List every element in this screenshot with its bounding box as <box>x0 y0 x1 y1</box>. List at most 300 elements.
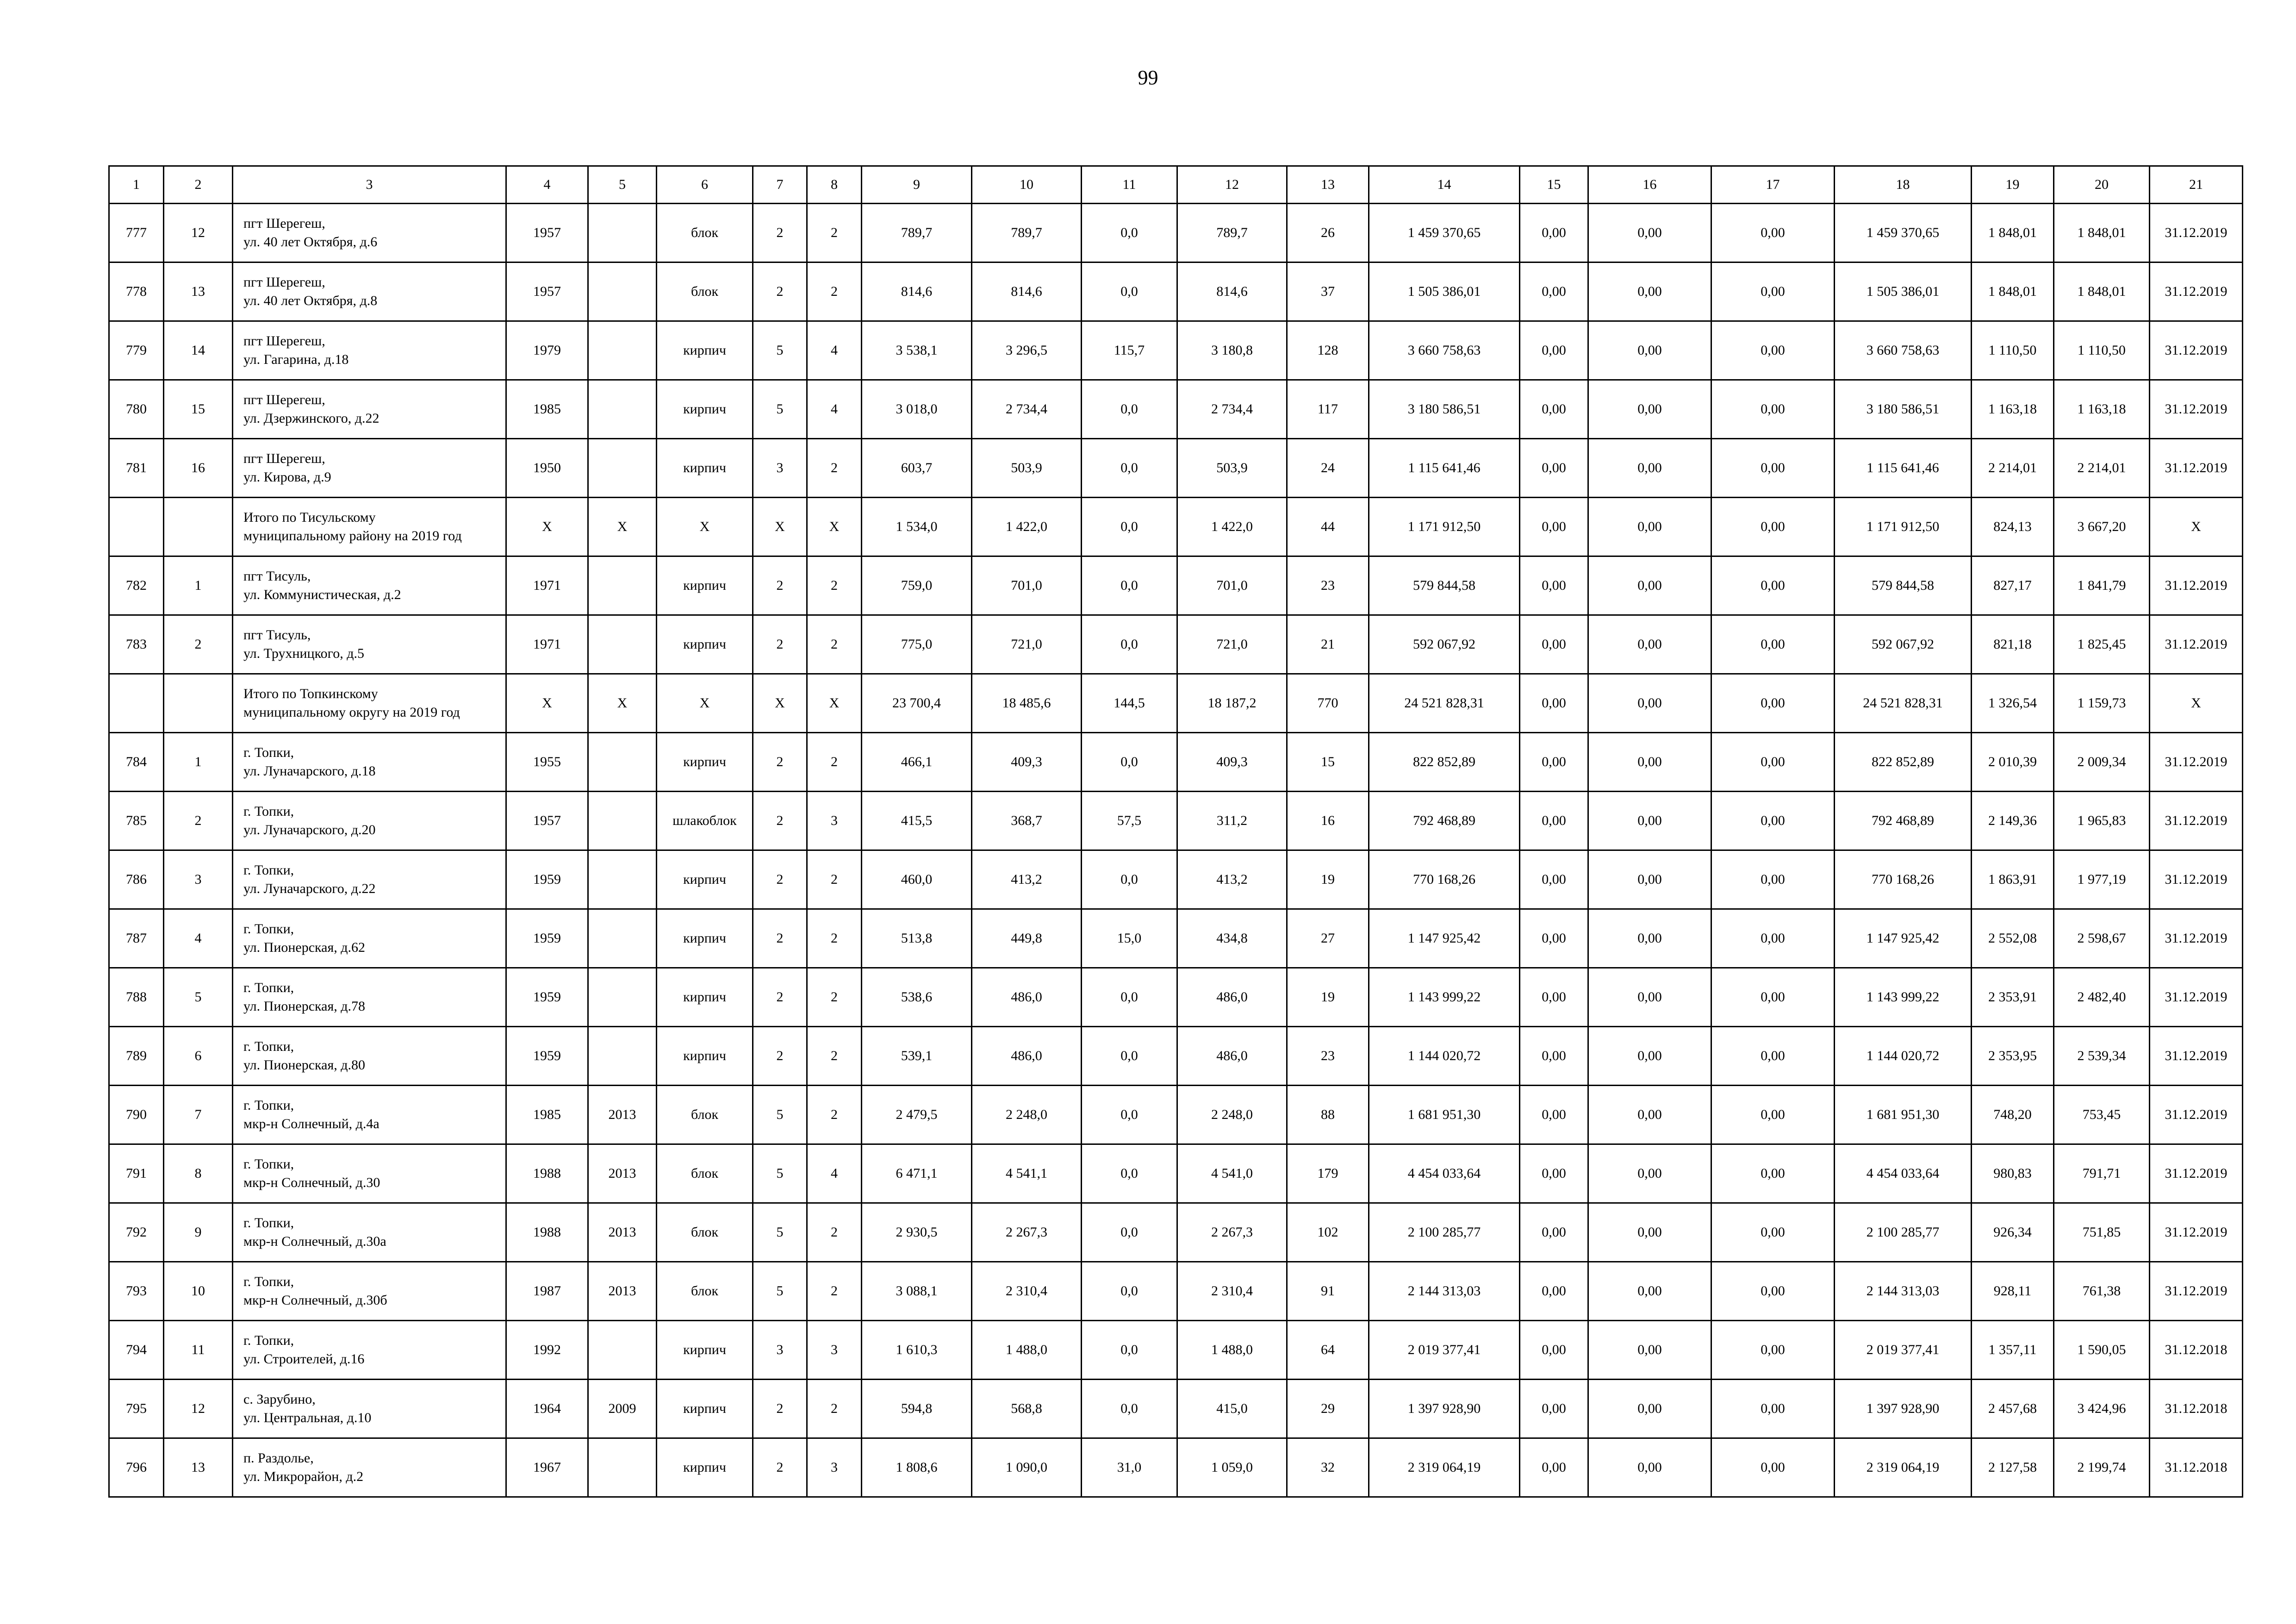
commissioning-year-cell: 1959 <box>506 968 588 1027</box>
unit-cost-cell: 2 010,39 <box>1972 733 2054 792</box>
address-line-street: ул. Пионерская, д.62 <box>243 940 366 955</box>
row-number-cell <box>109 498 164 556</box>
floors-cell: X <box>753 498 807 556</box>
resident-area-cell: 1 422,0 <box>1177 498 1287 556</box>
address-line-locality: г. Топки, <box>243 1215 294 1230</box>
total-area-cell: 6 471,1 <box>862 1144 972 1203</box>
owners-funds-cell: 2 319 064,19 <box>1835 1438 1972 1497</box>
planned-date-cell: 31.12.2019 <box>2150 850 2243 909</box>
total-cost-cell: 1 143 999,22 <box>1369 968 1520 1027</box>
row-subnumber-cell: 8 <box>164 1144 233 1203</box>
column-number-20: 20 <box>2054 166 2150 204</box>
unit-cost-cell: 2 214,01 <box>1972 439 2054 498</box>
regional-funds-cell: 0,00 <box>1588 1380 1711 1438</box>
last-overhaul-year-cell <box>588 615 657 674</box>
entrances-cell: 2 <box>807 615 862 674</box>
address-line-locality: пгт Шерегеш, <box>243 275 325 290</box>
municipal-area-cell: 0,0 <box>1082 556 1177 615</box>
total-area-cell: 415,5 <box>862 792 972 850</box>
owners-funds-cell: 24 521 828,31 <box>1835 674 1972 733</box>
row-subnumber-cell: 1 <box>164 733 233 792</box>
federal-funds-cell: 0,00 <box>1520 498 1588 556</box>
local-funds-cell: 0,00 <box>1711 439 1835 498</box>
wall-material-cell: кирпич <box>657 615 753 674</box>
address-line-locality: г. Топки, <box>243 804 294 819</box>
residents-count-cell: 27 <box>1287 909 1369 968</box>
last-overhaul-year-cell: 2013 <box>588 1144 657 1203</box>
premises-area-cell: 814,6 <box>972 262 1082 321</box>
column-number-12: 12 <box>1177 166 1287 204</box>
table-row <box>109 556 2243 615</box>
address-cell <box>233 1144 506 1203</box>
commissioning-year-cell: 1971 <box>506 615 588 674</box>
total-cost-cell: 1 144 020,72 <box>1369 1027 1520 1086</box>
max-unit-cost-cell: 2 598,67 <box>2054 909 2150 968</box>
address-cell <box>233 204 506 262</box>
resident-area-cell: 415,0 <box>1177 1380 1287 1438</box>
table-row <box>109 909 2243 968</box>
planned-date-cell: 31.12.2019 <box>2150 262 2243 321</box>
municipal-area-cell: 0,0 <box>1082 615 1177 674</box>
total-cost-cell: 3 180 586,51 <box>1369 380 1520 439</box>
column-number-5: 5 <box>588 166 657 204</box>
row-subnumber-cell: 14 <box>164 321 233 380</box>
planned-date-cell: 31.12.2019 <box>2150 968 2243 1027</box>
last-overhaul-year-cell <box>588 439 657 498</box>
residents-count-cell: 15 <box>1287 733 1369 792</box>
table-row <box>109 262 2243 321</box>
unit-cost-cell: 2 457,68 <box>1972 1380 2054 1438</box>
premises-area-cell: 486,0 <box>972 1027 1082 1086</box>
entrances-cell: X <box>807 498 862 556</box>
resident-area-cell: 413,2 <box>1177 850 1287 909</box>
municipal-area-cell: 15,0 <box>1082 909 1177 968</box>
address-line-locality: Итого по Топкинскому <box>243 686 378 701</box>
resident-area-cell: 814,6 <box>1177 262 1287 321</box>
total-area-cell: 513,8 <box>862 909 972 968</box>
table-row <box>109 321 2243 380</box>
last-overhaul-year-cell: 2013 <box>588 1262 657 1321</box>
last-overhaul-year-cell <box>588 733 657 792</box>
wall-material-cell: блок <box>657 1203 753 1262</box>
residents-count-cell: 64 <box>1287 1321 1369 1380</box>
owners-funds-cell: 1 171 912,50 <box>1835 498 1972 556</box>
address-cell <box>233 1262 506 1321</box>
address-line-street: мкр-н Солнечный, д.30б <box>243 1293 387 1308</box>
local-funds-cell: 0,00 <box>1711 733 1835 792</box>
local-funds-cell: 0,00 <box>1711 909 1835 968</box>
entrances-cell: 2 <box>807 1262 862 1321</box>
column-number-7: 7 <box>753 166 807 204</box>
local-funds-cell: 0,00 <box>1711 262 1835 321</box>
max-unit-cost-cell: 2 009,34 <box>2054 733 2150 792</box>
max-unit-cost-cell: 2 539,34 <box>2054 1027 2150 1086</box>
row-number-cell: 787 <box>109 909 164 968</box>
column-number-11: 11 <box>1082 166 1177 204</box>
regional-funds-cell: 0,00 <box>1588 1203 1711 1262</box>
floors-cell: 2 <box>753 1380 807 1438</box>
subtotal-row <box>109 674 2243 733</box>
max-unit-cost-cell: 3 667,20 <box>2054 498 2150 556</box>
regional-funds-cell: 0,00 <box>1588 380 1711 439</box>
premises-area-cell: 409,3 <box>972 733 1082 792</box>
resident-area-cell: 789,7 <box>1177 204 1287 262</box>
column-number-21: 21 <box>2150 166 2243 204</box>
max-unit-cost-cell: 1 848,01 <box>2054 204 2150 262</box>
total-area-cell: 3 088,1 <box>862 1262 972 1321</box>
last-overhaul-year-cell: 2013 <box>588 1203 657 1262</box>
entrances-cell: 2 <box>807 1086 862 1144</box>
total-area-cell: 460,0 <box>862 850 972 909</box>
resident-area-cell: 503,9 <box>1177 439 1287 498</box>
residents-count-cell: 44 <box>1287 498 1369 556</box>
table-row <box>109 1438 2243 1497</box>
floors-cell: 2 <box>753 1438 807 1497</box>
municipal-area-cell: 0,0 <box>1082 439 1177 498</box>
owners-funds-cell: 770 168,26 <box>1835 850 1972 909</box>
resident-area-cell: 2 310,4 <box>1177 1262 1287 1321</box>
table-row <box>109 204 2243 262</box>
wall-material-cell: блок <box>657 262 753 321</box>
residents-count-cell: 91 <box>1287 1262 1369 1321</box>
premises-area-cell: 2 267,3 <box>972 1203 1082 1262</box>
last-overhaul-year-cell <box>588 850 657 909</box>
entrances-cell: 3 <box>807 1438 862 1497</box>
total-cost-cell: 579 844,58 <box>1369 556 1520 615</box>
municipal-area-cell: 0,0 <box>1082 262 1177 321</box>
residents-count-cell: 770 <box>1287 674 1369 733</box>
address-cell <box>233 909 506 968</box>
federal-funds-cell: 0,00 <box>1520 204 1588 262</box>
address-line-locality: пгт Шерегеш, <box>243 333 325 349</box>
table-row <box>109 439 2243 498</box>
total-cost-cell: 1 505 386,01 <box>1369 262 1520 321</box>
planned-date-cell: 31.12.2019 <box>2150 909 2243 968</box>
commissioning-year-cell: 1957 <box>506 204 588 262</box>
federal-funds-cell: 0,00 <box>1520 674 1588 733</box>
row-number-cell: 785 <box>109 792 164 850</box>
row-number-cell: 788 <box>109 968 164 1027</box>
entrances-cell: 2 <box>807 262 862 321</box>
owners-funds-cell: 1 681 951,30 <box>1835 1086 1972 1144</box>
resident-area-cell: 18 187,2 <box>1177 674 1287 733</box>
regional-funds-cell: 0,00 <box>1588 321 1711 380</box>
total-area-cell: 603,7 <box>862 439 972 498</box>
address-cell <box>233 674 506 733</box>
resident-area-cell: 2 734,4 <box>1177 380 1287 439</box>
owners-funds-cell: 2 144 313,03 <box>1835 1262 1972 1321</box>
max-unit-cost-cell: 1 590,05 <box>2054 1321 2150 1380</box>
total-cost-cell: 2 100 285,77 <box>1369 1203 1520 1262</box>
address-line-street: ул. Луначарского, д.20 <box>243 822 376 837</box>
row-subnumber-cell: 3 <box>164 850 233 909</box>
table-row <box>109 380 2243 439</box>
address-line-locality: пгт Шерегеш, <box>243 451 325 466</box>
unit-cost-cell: 827,17 <box>1972 556 2054 615</box>
row-number-cell: 780 <box>109 380 164 439</box>
address-line-street: ул. Пионерская, д.78 <box>243 999 366 1014</box>
planned-date-cell: 31.12.2019 <box>2150 556 2243 615</box>
address-cell <box>233 1438 506 1497</box>
address-cell <box>233 262 506 321</box>
residents-count-cell: 19 <box>1287 968 1369 1027</box>
regional-funds-cell: 0,00 <box>1588 1086 1711 1144</box>
max-unit-cost-cell: 1 110,50 <box>2054 321 2150 380</box>
municipal-area-cell: 0,0 <box>1082 498 1177 556</box>
unit-cost-cell: 2 353,91 <box>1972 968 2054 1027</box>
address-line-locality: г. Топки, <box>243 745 294 760</box>
entrances-cell: 2 <box>807 850 862 909</box>
municipal-area-cell: 31,0 <box>1082 1438 1177 1497</box>
local-funds-cell: 0,00 <box>1711 1438 1835 1497</box>
regional-funds-cell: 0,00 <box>1588 1438 1711 1497</box>
address-line-locality: г. Топки, <box>243 1333 294 1348</box>
address-line-street: муниципальному району на 2019 год <box>243 528 462 543</box>
local-funds-cell: 0,00 <box>1711 968 1835 1027</box>
federal-funds-cell: 0,00 <box>1520 615 1588 674</box>
unit-cost-cell: 824,13 <box>1972 498 2054 556</box>
owners-funds-cell: 1 144 020,72 <box>1835 1027 1972 1086</box>
column-number-2: 2 <box>164 166 233 204</box>
local-funds-cell: 0,00 <box>1711 204 1835 262</box>
max-unit-cost-cell: 791,71 <box>2054 1144 2150 1203</box>
municipal-area-cell: 0,0 <box>1082 380 1177 439</box>
row-subnumber-cell: 6 <box>164 1027 233 1086</box>
municipal-area-cell: 0,0 <box>1082 1027 1177 1086</box>
entrances-cell: 2 <box>807 1203 862 1262</box>
planned-date-cell: 31.12.2019 <box>2150 321 2243 380</box>
address-cell <box>233 733 506 792</box>
address-cell <box>233 321 506 380</box>
premises-area-cell: 2 248,0 <box>972 1086 1082 1144</box>
address-line-street: ул. Луначарского, д.22 <box>243 881 376 896</box>
address-line-street: ул. Дзержинского, д.22 <box>243 411 380 426</box>
wall-material-cell: X <box>657 498 753 556</box>
commissioning-year-cell: 1979 <box>506 321 588 380</box>
wall-material-cell: блок <box>657 1262 753 1321</box>
premises-area-cell: 568,8 <box>972 1380 1082 1438</box>
local-funds-cell: 0,00 <box>1711 1086 1835 1144</box>
entrances-cell: 4 <box>807 321 862 380</box>
unit-cost-cell: 748,20 <box>1972 1086 2054 1144</box>
municipal-area-cell: 0,0 <box>1082 1380 1177 1438</box>
federal-funds-cell: 0,00 <box>1520 380 1588 439</box>
total-area-cell: 1 808,6 <box>862 1438 972 1497</box>
unit-cost-cell: 1 110,50 <box>1972 321 2054 380</box>
total-area-cell: 23 700,4 <box>862 674 972 733</box>
commissioning-year-cell: 1959 <box>506 850 588 909</box>
wall-material-cell: кирпич <box>657 1027 753 1086</box>
premises-area-cell: 503,9 <box>972 439 1082 498</box>
floors-cell: 2 <box>753 792 807 850</box>
unit-cost-cell: 2 127,58 <box>1972 1438 2054 1497</box>
wall-material-cell: кирпич <box>657 1321 753 1380</box>
wall-material-cell: кирпич <box>657 1438 753 1497</box>
total-area-cell: 538,6 <box>862 968 972 1027</box>
unit-cost-cell: 1 863,91 <box>1972 850 2054 909</box>
last-overhaul-year-cell <box>588 262 657 321</box>
resident-area-cell: 311,2 <box>1177 792 1287 850</box>
regional-funds-cell: 0,00 <box>1588 1262 1711 1321</box>
address-line-locality: пгт Тисуль, <box>243 627 311 643</box>
total-cost-cell: 1 115 641,46 <box>1369 439 1520 498</box>
federal-funds-cell: 0,00 <box>1520 1086 1588 1144</box>
total-area-cell: 539,1 <box>862 1027 972 1086</box>
address-line-street: ул. Пионерская, д.80 <box>243 1057 366 1073</box>
owners-funds-cell: 1 459 370,65 <box>1835 204 1972 262</box>
row-number-cell: 791 <box>109 1144 164 1203</box>
entrances-cell: 2 <box>807 733 862 792</box>
regional-funds-cell: 0,00 <box>1588 439 1711 498</box>
entrances-cell: 2 <box>807 968 862 1027</box>
max-unit-cost-cell: 1 977,19 <box>2054 850 2150 909</box>
row-subnumber-cell: 16 <box>164 439 233 498</box>
address-line-street: мкр-н Солнечный, д.4а <box>243 1116 380 1131</box>
address-line-locality: с. Зарубино, <box>243 1392 316 1407</box>
address-line-street: ул. Центральная, д.10 <box>243 1410 372 1425</box>
entrances-cell: 2 <box>807 1380 862 1438</box>
total-cost-cell: 2 319 064,19 <box>1369 1438 1520 1497</box>
column-number-8: 8 <box>807 166 862 204</box>
floors-cell: 2 <box>753 850 807 909</box>
total-cost-cell: 1 171 912,50 <box>1369 498 1520 556</box>
column-number-19: 19 <box>1972 166 2054 204</box>
last-overhaul-year-cell <box>588 968 657 1027</box>
row-subnumber-cell: 12 <box>164 1380 233 1438</box>
regional-funds-cell: 0,00 <box>1588 615 1711 674</box>
premises-area-cell: 486,0 <box>972 968 1082 1027</box>
total-cost-cell: 1 397 928,90 <box>1369 1380 1520 1438</box>
column-number-header-row <box>109 166 2243 204</box>
wall-material-cell: кирпич <box>657 968 753 1027</box>
federal-funds-cell: 0,00 <box>1520 1027 1588 1086</box>
row-number-cell: 782 <box>109 556 164 615</box>
address-cell <box>233 968 506 1027</box>
regional-funds-cell: 0,00 <box>1588 792 1711 850</box>
residents-count-cell: 88 <box>1287 1086 1369 1144</box>
address-line-street: ул. 40 лет Октября, д.8 <box>243 293 378 308</box>
row-number-cell: 795 <box>109 1380 164 1438</box>
resident-area-cell: 3 180,8 <box>1177 321 1287 380</box>
wall-material-cell: блок <box>657 204 753 262</box>
planned-date-cell: X <box>2150 674 2243 733</box>
floors-cell: 5 <box>753 1086 807 1144</box>
total-cost-cell: 1 147 925,42 <box>1369 909 1520 968</box>
premises-area-cell: 701,0 <box>972 556 1082 615</box>
max-unit-cost-cell: 1 825,45 <box>2054 615 2150 674</box>
floors-cell: 5 <box>753 1262 807 1321</box>
unit-cost-cell: 926,34 <box>1972 1203 2054 1262</box>
floors-cell: 5 <box>753 380 807 439</box>
floors-cell: 3 <box>753 1321 807 1380</box>
municipal-area-cell: 0,0 <box>1082 968 1177 1027</box>
owners-funds-cell: 1 505 386,01 <box>1835 262 1972 321</box>
wall-material-cell: шлакоблок <box>657 792 753 850</box>
resident-area-cell: 1 059,0 <box>1177 1438 1287 1497</box>
commissioning-year-cell: 1957 <box>506 262 588 321</box>
page-number: 99 <box>1138 66 1158 89</box>
unit-cost-cell: 1 848,01 <box>1972 262 2054 321</box>
last-overhaul-year-cell <box>588 1438 657 1497</box>
last-overhaul-year-cell <box>588 792 657 850</box>
address-line-locality: п. Раздолье, <box>243 1450 314 1466</box>
planned-date-cell: 31.12.2019 <box>2150 1262 2243 1321</box>
unit-cost-cell: 928,11 <box>1972 1262 2054 1321</box>
federal-funds-cell: 0,00 <box>1520 1144 1588 1203</box>
column-number-9: 9 <box>862 166 972 204</box>
municipal-area-cell: 57,5 <box>1082 792 1177 850</box>
local-funds-cell: 0,00 <box>1711 792 1835 850</box>
entrances-cell: 4 <box>807 1144 862 1203</box>
commissioning-year-cell: 1964 <box>506 1380 588 1438</box>
resident-area-cell: 2 248,0 <box>1177 1086 1287 1144</box>
commissioning-year-cell: 1988 <box>506 1203 588 1262</box>
address-cell <box>233 850 506 909</box>
total-cost-cell: 24 521 828,31 <box>1369 674 1520 733</box>
resident-area-cell: 1 488,0 <box>1177 1321 1287 1380</box>
owners-funds-cell: 2 100 285,77 <box>1835 1203 1972 1262</box>
federal-funds-cell: 0,00 <box>1520 1380 1588 1438</box>
owners-funds-cell: 792 468,89 <box>1835 792 1972 850</box>
residents-count-cell: 117 <box>1287 380 1369 439</box>
total-area-cell: 3 018,0 <box>862 380 972 439</box>
address-line-street: ул. Кирова, д.9 <box>243 469 331 485</box>
last-overhaul-year-cell <box>588 380 657 439</box>
local-funds-cell: 0,00 <box>1711 674 1835 733</box>
planned-date-cell: 31.12.2019 <box>2150 615 2243 674</box>
planned-date-cell: 31.12.2018 <box>2150 1438 2243 1497</box>
regional-funds-cell: 0,00 <box>1588 204 1711 262</box>
resident-area-cell: 701,0 <box>1177 556 1287 615</box>
commissioning-year-cell: 1959 <box>506 1027 588 1086</box>
municipal-area-cell: 0,0 <box>1082 1203 1177 1262</box>
total-area-cell: 775,0 <box>862 615 972 674</box>
floors-cell: 2 <box>753 262 807 321</box>
entrances-cell: 3 <box>807 792 862 850</box>
address-line-street: ул. Трухницкого, д.5 <box>243 646 364 661</box>
premises-area-cell: 721,0 <box>972 615 1082 674</box>
commissioning-year-cell: 1985 <box>506 380 588 439</box>
premises-area-cell: 4 541,1 <box>972 1144 1082 1203</box>
wall-material-cell: кирпич <box>657 850 753 909</box>
floors-cell: 5 <box>753 1203 807 1262</box>
floors-cell: 2 <box>753 909 807 968</box>
commissioning-year-cell: 1957 <box>506 792 588 850</box>
column-number-14: 14 <box>1369 166 1520 204</box>
total-area-cell: 814,6 <box>862 262 972 321</box>
owners-funds-cell: 4 454 033,64 <box>1835 1144 1972 1203</box>
premises-area-cell: 449,8 <box>972 909 1082 968</box>
wall-material-cell: кирпич <box>657 1380 753 1438</box>
commissioning-year-cell: 1967 <box>506 1438 588 1497</box>
wall-material-cell: кирпич <box>657 733 753 792</box>
row-number-cell: 784 <box>109 733 164 792</box>
row-subnumber-cell: 1 <box>164 556 233 615</box>
commissioning-year-cell: 1971 <box>506 556 588 615</box>
last-overhaul-year-cell: X <box>588 674 657 733</box>
address-cell <box>233 380 506 439</box>
unit-cost-cell: 1 848,01 <box>1972 204 2054 262</box>
max-unit-cost-cell: 1 159,73 <box>2054 674 2150 733</box>
commissioning-year-cell: X <box>506 674 588 733</box>
federal-funds-cell: 0,00 <box>1520 556 1588 615</box>
row-subnumber-cell: 2 <box>164 792 233 850</box>
commissioning-year-cell: 1988 <box>506 1144 588 1203</box>
wall-material-cell: блок <box>657 1086 753 1144</box>
row-subnumber-cell: 13 <box>164 1438 233 1497</box>
regional-funds-cell: 0,00 <box>1588 1321 1711 1380</box>
municipal-area-cell: 0,0 <box>1082 733 1177 792</box>
